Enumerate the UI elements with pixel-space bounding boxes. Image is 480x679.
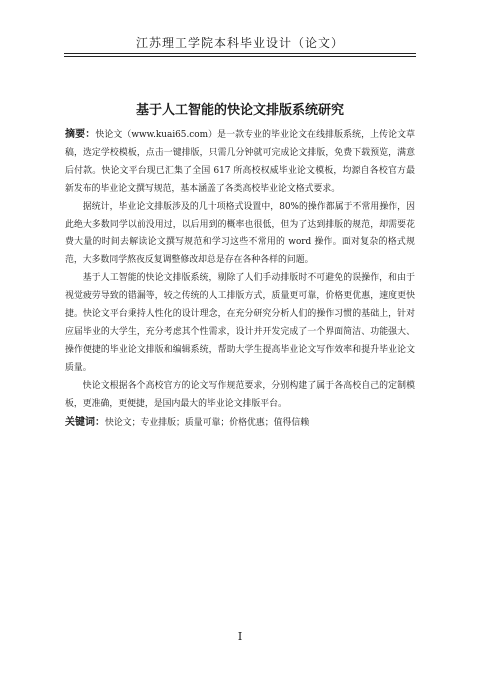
abstract-text-1: 快论文（www.kuai65.com）是一款专业的毕业论文在线排版系统，上传论文草稿，选定学校模板，点击一键排版，只需几分钟就可完成论文排版，免费下载预览，满意后付款。快论文平台现已汇集了全国 617 所高校权威毕业论文模板，均源自各校官方最新发布的毕业论文撰写规范，基本涵盖了各类高校毕业论文格式要求。 [65, 130, 415, 194]
header-rule-thick [64, 53, 416, 54]
abstract-body [65, 126, 415, 432]
abstract-paragraph-1 [65, 126, 415, 199]
keywords-text: 快论文；专业排版；质量可靠；价格优惠；值得信赖 [105, 417, 310, 428]
keywords-line [65, 414, 415, 433]
header-rule-thin [64, 56, 416, 57]
keywords-label: 关键词： [65, 416, 105, 428]
abstract-paragraph-3: 基于人工智能的快论文排版系统，剔除了人们手动排版时不可避免的误操作，和由于视觉疲劳导致的错漏等，较之传统的人工排版方式，质量更可靠，价格更优惠，速度更快捷。快论文平台秉持人性化的设计理念，在充分研究分析人们的操作习惯的基础上，针对应届毕业的大学生，充分考虑其个性需求，设计并开发完成了一个界面简洁、功能强大、操作便捷的毕业论文排版和编辑系统，帮助大学生提高毕业论文写作效率和提升毕业论文质量。 [65, 273, 415, 373]
page-title: 基于人工智能的快论文排版系统研究 [135, 103, 344, 118]
abstract-paragraph-4: 快论文根据各个高校官方的论文写作规范要求，分别构建了属于各高校自己的定制模板，更准确，更便捷，是国内最大的毕业论文排版平台。 [65, 380, 415, 409]
abstract-paragraph-2: 据统计，毕业论文排版涉及的几十项格式设置中，80%的操作都属于不常用操作，因此绝大多数同学以前没用过，以后用到的概率也很低，但为了达到排版的规范，却需要花费大量的时间去解读论文撰写规范和学习这些不常用的 word 操作。面对复杂的格式规范，大多数同学熬夜反复调整修改却总是存在各种各样的问题。 [65, 201, 415, 266]
page-number: I [237, 630, 243, 643]
abstract-label: 摘要： [65, 129, 96, 140]
running-header: 江苏理工学院本科毕业设计（论文） [135, 36, 344, 50]
